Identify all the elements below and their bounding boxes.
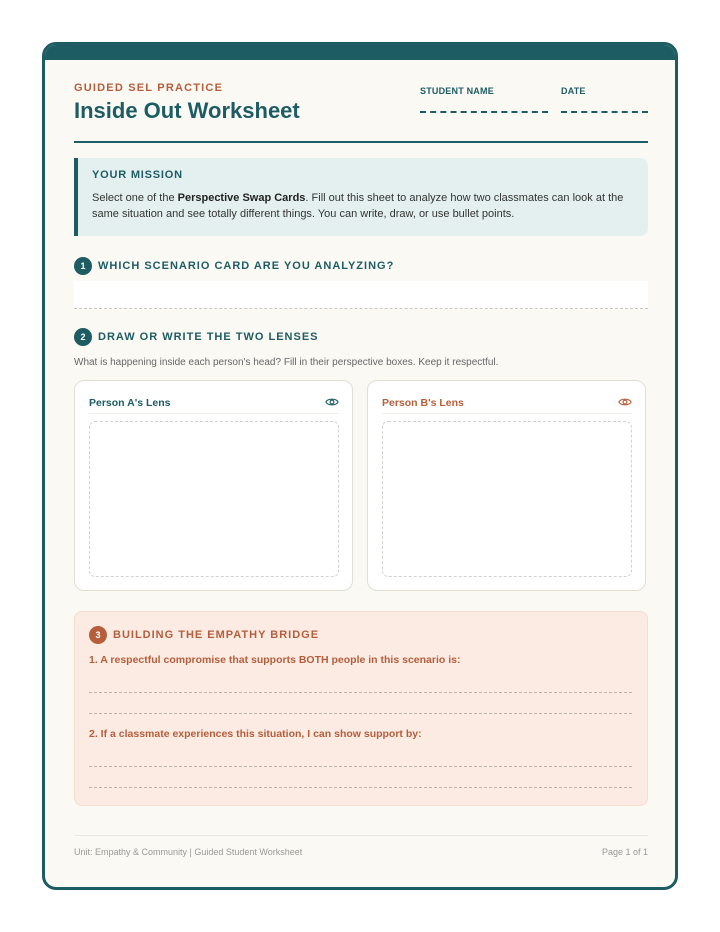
mission-text [92,190,634,222]
section-1-title: WHICH SCENARIO CARD ARE YOU ANALYZING? [98,260,395,272]
worksheet-header [74,81,648,143]
page-title: Inside Out Worksheet [74,98,300,123]
header-kicker: GUIDED SEL PRACTICE [74,82,224,94]
section-3-number: 3 [89,626,107,644]
empathy-bridge-box [74,611,648,806]
lens-a-header [89,395,339,414]
mission-title: YOUR MISSION [92,169,183,181]
lens-b-drawing-area[interactable] [382,421,632,577]
section-2-description: What is happening inside each person's head? Fill in their perspective boxes. Keep it respectful. [74,357,499,368]
student-name-field[interactable] [420,111,548,113]
section-2-heading [74,328,319,346]
lens-card-b [367,380,646,591]
question-1-line-1[interactable] [89,692,632,693]
top-band [45,45,675,60]
student-name-label: STUDENT NAME [420,86,494,96]
scenario-answer-field[interactable] [74,281,648,309]
question-1-line-2[interactable] [89,713,632,714]
question-2: 2. If a classmate experiences this situation, I can show support by: [89,728,422,740]
section-1-heading [74,257,394,275]
section-3-heading [89,626,319,644]
mission-box [74,158,648,236]
mission-text-before: Select one of the [92,192,178,204]
section-3-title: BUILDING THE EMPATHY BRIDGE [113,629,320,641]
date-field[interactable] [561,111,648,113]
section-1-number: 1 [74,257,92,275]
mission-text-bold: Perspective Swap Cards [177,192,306,204]
date-label: DATE [561,86,586,96]
section-2-title: DRAW OR WRITE THE TWO LENSES [98,331,319,343]
page-footer [74,835,648,865]
lens-a-drawing-area[interactable] [89,421,339,577]
question-2-line-2[interactable] [89,787,632,788]
footer-unit-text: Unit: Empathy & Community | Guided Student Worksheet [74,847,303,857]
section-2-number: 2 [74,328,92,346]
eye-icon [618,395,632,409]
footer-page-number: Page 1 of 1 [601,847,648,857]
question-2-line-1[interactable] [89,766,632,767]
lens-a-title: Person A's Lens [89,397,171,409]
lens-b-title: Person B's Lens [382,397,464,409]
worksheet-page [42,42,678,890]
lens-b-header [382,395,632,414]
mission-text-after: . Fill out this sheet to analyze how two classmates can look at the same situation and see totally different things. You can write, draw, or use bullet points. [92,192,624,220]
eye-icon [325,395,339,409]
question-1: 1. A respectful compromise that supports BOTH people in this scenario is: [89,654,461,666]
lens-card-a [74,380,353,591]
